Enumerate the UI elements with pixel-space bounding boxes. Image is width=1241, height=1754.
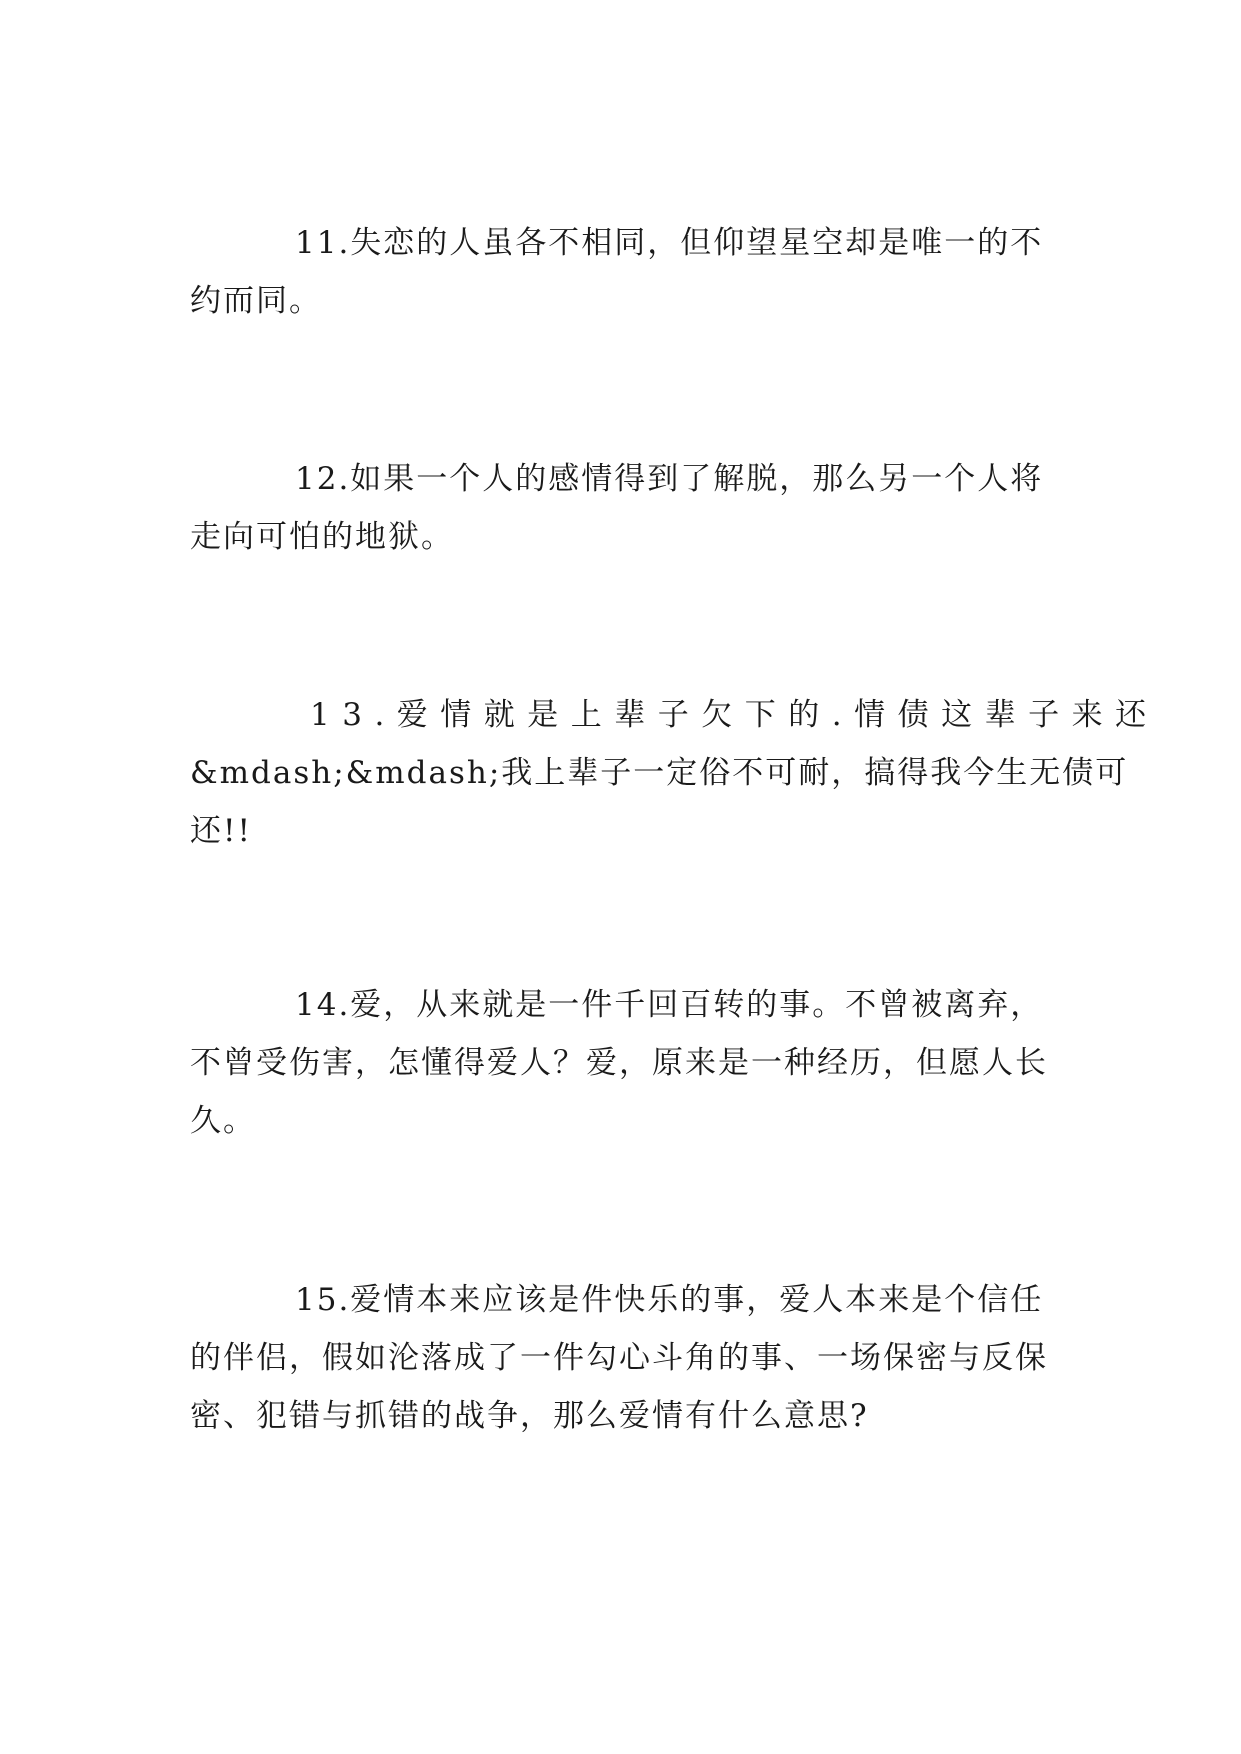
paragraph-line: 15.爱情本来应该是件快乐的事，爱人本来是个信任 (295, 1282, 1044, 1318)
paragraph-15 (190, 1271, 1060, 1445)
paragraph-line: 走向可怕的地狱。 (190, 519, 454, 555)
paragraph-14 (190, 976, 1060, 1150)
paragraph-line: 密、犯错与抓错的战争，那么爱情有什么意思? (190, 1398, 869, 1434)
paragraph-line: 的伴侣，假如沦落成了一件勾心斗角的事、一场保密与反保 (190, 1340, 1048, 1376)
paragraph-line: 还!! (190, 813, 252, 849)
paragraph-line: 约而同。 (190, 283, 322, 319)
paragraph-line: 13.爱情就是上辈子欠下的.情债这辈子来还 (310, 697, 1159, 733)
paragraph-11 (190, 214, 1060, 330)
paragraph-line: 11.失恋的人虽各不相同，但仰望星空却是唯一的不 (295, 225, 1044, 261)
paragraph-12 (190, 450, 1060, 566)
paragraph-line: 不曾受伤害，怎懂得爱人？爱，原来是一种经历，但愿人长 (190, 1045, 1048, 1081)
paragraph-line: &mdash;&mdash;我上辈子一定俗不可耐，搞得我今生无债可 (190, 755, 1129, 791)
paragraph-13 (190, 686, 1159, 860)
paragraph-line: 久。 (190, 1103, 256, 1139)
paragraph-line: 14.爱，从来就是一件千回百转的事。不曾被离弃， (295, 987, 1044, 1023)
paragraph-line: 12.如果一个人的感情得到了解脱，那么另一个人将 (295, 461, 1044, 497)
